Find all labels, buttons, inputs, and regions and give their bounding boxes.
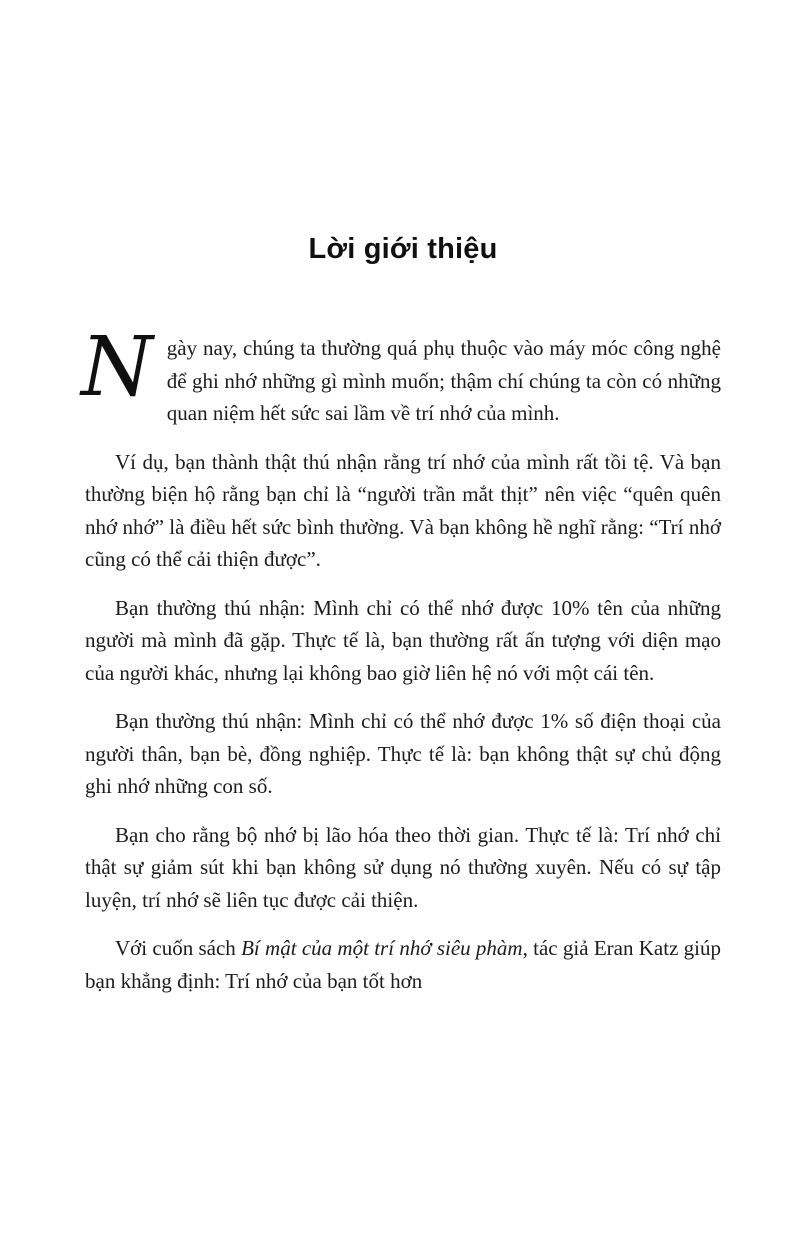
final-paragraph-suffix: , tác giả Eran Katz giúp bạn khẳng định: Trí nhớ của bạn tốt hơn bbox=[85, 936, 721, 993]
page-title: Lời giới thiệu bbox=[308, 233, 498, 265]
drop-cap: N bbox=[81, 320, 153, 415]
body-paragraph: Ví dụ, bạn thành thật thú nhận rằng trí nhớ của mình rất tồi tệ. Và bạn thường biện hộ rằng bạn chỉ là “người trần mắt thịt” nên việc “quên quên nhớ nhớ” là điều hết sức bình thường. Và bạn không hề nghĩ rằng: “Trí nhớ cũng có thể cải thiện được”. bbox=[85, 449, 721, 571]
page-content bbox=[81, 233, 721, 1013]
final-paragraph bbox=[85, 932, 721, 997]
book-title-italic: Bí mật của một trí nhớ siêu phàm bbox=[241, 936, 523, 960]
body-paragraph: Bạn cho rằng bộ nhớ bị lão hóa theo thời gian. Thực tế là: Trí nhớ chỉ thật sự giảm sút khi bạn không sử dụng nó thường xuyên. Nếu có sự tập luyện, trí nhớ sẽ liên tục được cải thiện. bbox=[85, 822, 721, 912]
body-paragraph: Bạn thường thú nhận: Mình chỉ có thể nhớ được 10% tên của những người mà mình đã gặp. Thực tế là, bạn thường rất ấn tượng với diện mạo của người khác, nhưng lại không bao giờ liên hệ nó với một cái tên. bbox=[85, 595, 721, 685]
opening-paragraph-text: gày nay, chúng ta thường quá phụ thuộc vào máy móc công nghệ để ghi nhớ những gì mình muốn; thậm chí chúng ta còn có những quan niệm hết sức sai lầm về trí nhớ của mình. bbox=[166, 336, 721, 425]
final-paragraph-prefix: Với cuốn sách bbox=[115, 936, 242, 960]
opening-paragraph bbox=[81, 320, 721, 430]
body-text bbox=[81, 320, 721, 997]
body-paragraph: Bạn thường thú nhận: Mình chỉ có thể nhớ được 1% số điện thoại của người thân, bạn bè, đồng nghiệp. Thực tế là: bạn không thật sự chủ động ghi nhớ những con số. bbox=[85, 709, 721, 798]
